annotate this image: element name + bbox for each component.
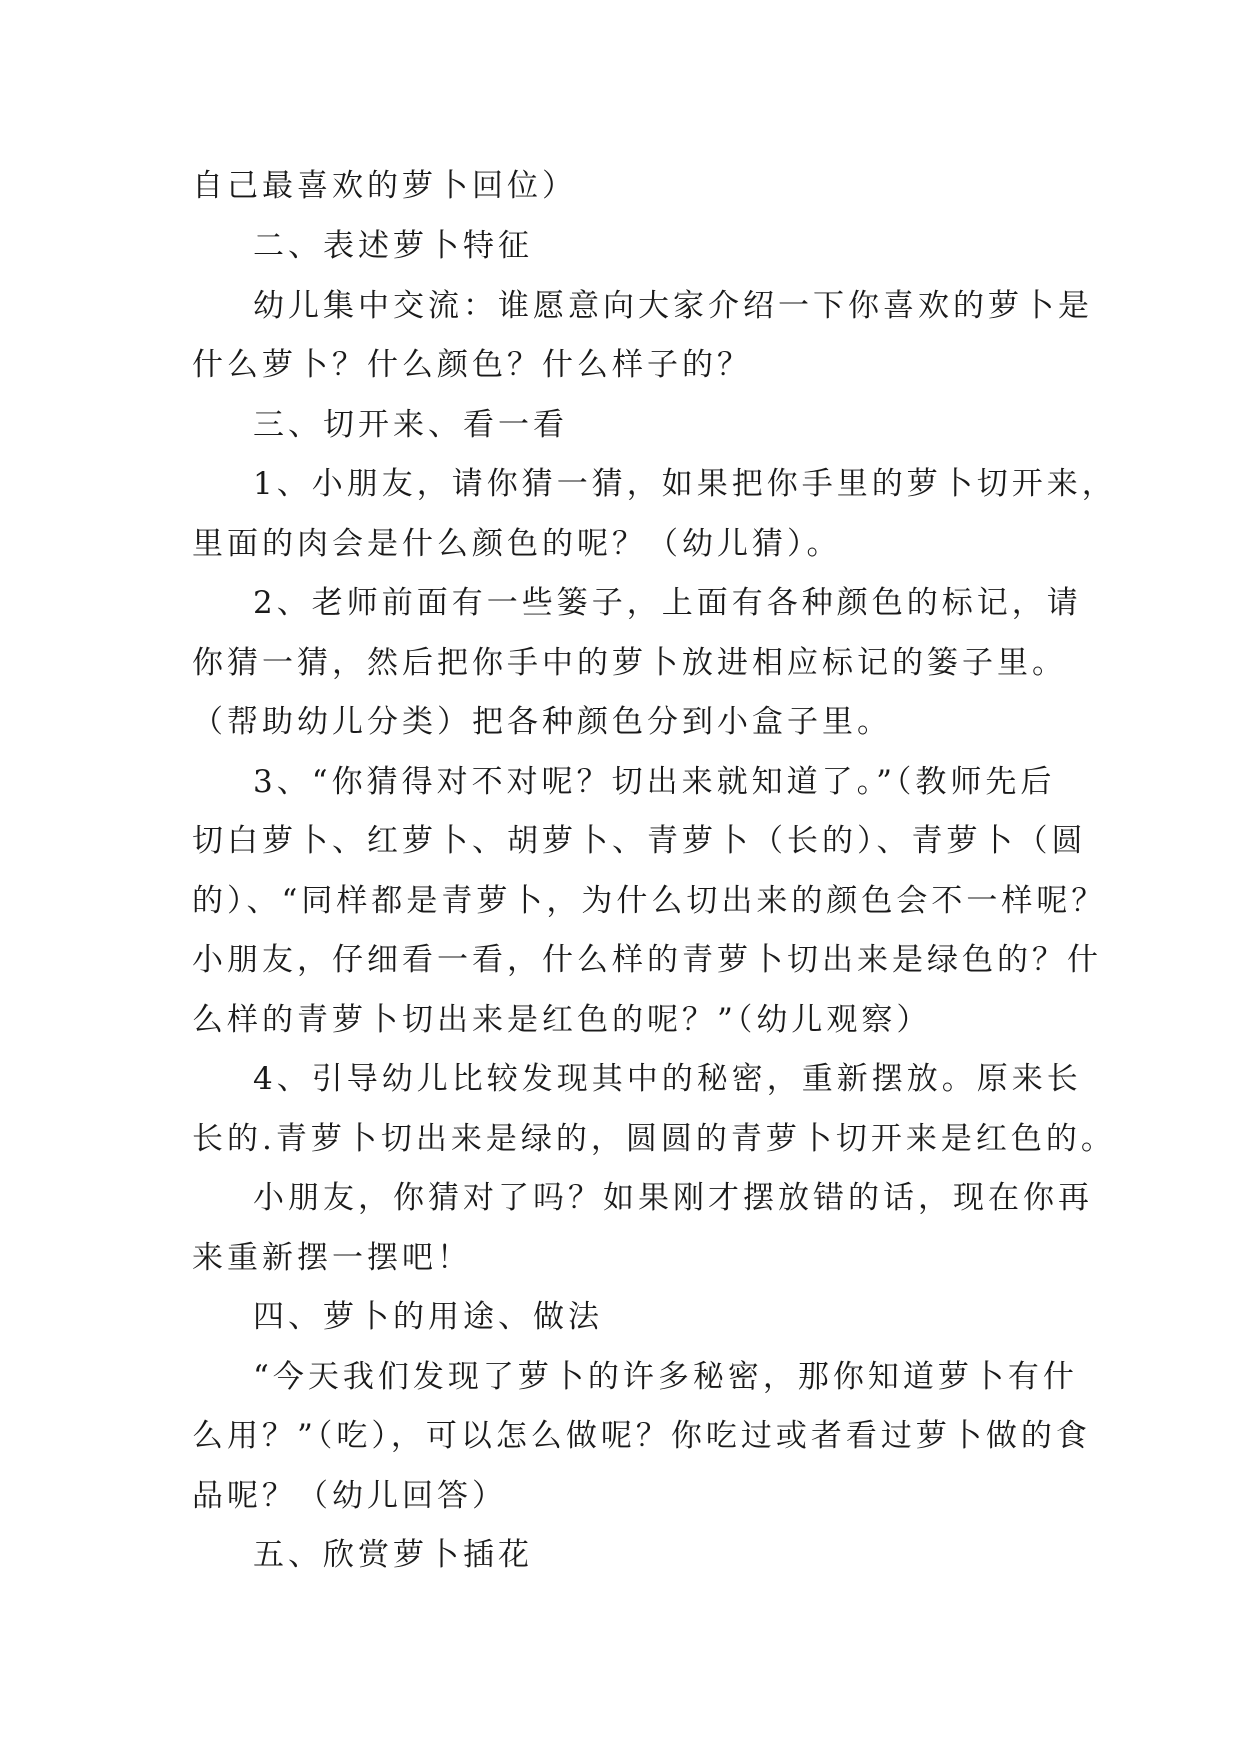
paragraph-line: 3、“你猜得对不对呢？切出来就知道了。”（教师先后 <box>253 764 1056 800</box>
paragraph-line: 切白萝卜、红萝卜、胡萝卜、青萝卜（长的）、青萝卜（圆 <box>192 823 1087 859</box>
paragraph-line: 么样的青萝卜切出来是红色的呢？”（幼儿观察） <box>192 1002 932 1038</box>
paragraph-line: 品呢？（幼儿回答） <box>192 1478 507 1514</box>
paragraph-line: 4、引导幼儿比较发现其中的秘密，重新摆放。原来长 <box>253 1061 1082 1097</box>
paragraph-line: 里面的肉会是什么颜色的呢？（幼儿猜）。 <box>192 526 842 562</box>
paragraph-line: 小朋友，你猜对了吗？如果刚才摆放错的话，现在你再 <box>253 1180 1093 1216</box>
paragraph-line: 幼儿集中交流：谁愿意向大家介绍一下你喜欢的萝卜是 <box>253 288 1093 324</box>
paragraph-line: 你猜一猜，然后把你手中的萝卜放进相应标记的篓子里。 <box>192 645 1067 681</box>
section-heading-5: 五、欣赏萝卜插花 <box>253 1537 533 1573</box>
paragraph-line: （帮助幼儿分类）把各种颜色分到小盒子里。 <box>192 704 892 740</box>
paragraph-line: 的）、“同样都是青萝卜，为什么切出来的颜色会不一样呢？ <box>192 883 1107 919</box>
section-heading-4: 四、萝卜的用途、做法 <box>253 1299 603 1335</box>
section-heading-2: 二、表述萝卜特征 <box>253 228 533 264</box>
paragraph-line: 来重新摆一摆吧！ <box>192 1240 472 1276</box>
paragraph-line: 小朋友，仔细看一看，什么样的青萝卜切出来是绿色的？什 <box>192 942 1102 978</box>
paragraph-line: 么用？”（吃），可以怎么做呢？你吃过或者看过萝卜做的食 <box>192 1418 1091 1454</box>
section-heading-3: 三、切开来、看一看 <box>253 407 568 443</box>
paragraph-line: 长的.青萝卜切出来是绿的，圆圆的青萝卜切开来是红色的。 <box>192 1121 1116 1157</box>
paragraph-line: 1、小朋友，请你猜一猜，如果把你手里的萝卜切开来， <box>253 466 1117 502</box>
paragraph-line: 自己最喜欢的萝卜回位） <box>192 168 577 204</box>
paragraph-line: “今天我们发现了萝卜的许多秘密，那你知道萝卜有什 <box>253 1359 1078 1395</box>
paragraph-line: 2、老师前面有一些篓子，上面有各种颜色的标记，请 <box>253 585 1082 621</box>
paragraph-line: 什么萝卜？什么颜色？什么样子的？ <box>192 347 752 383</box>
